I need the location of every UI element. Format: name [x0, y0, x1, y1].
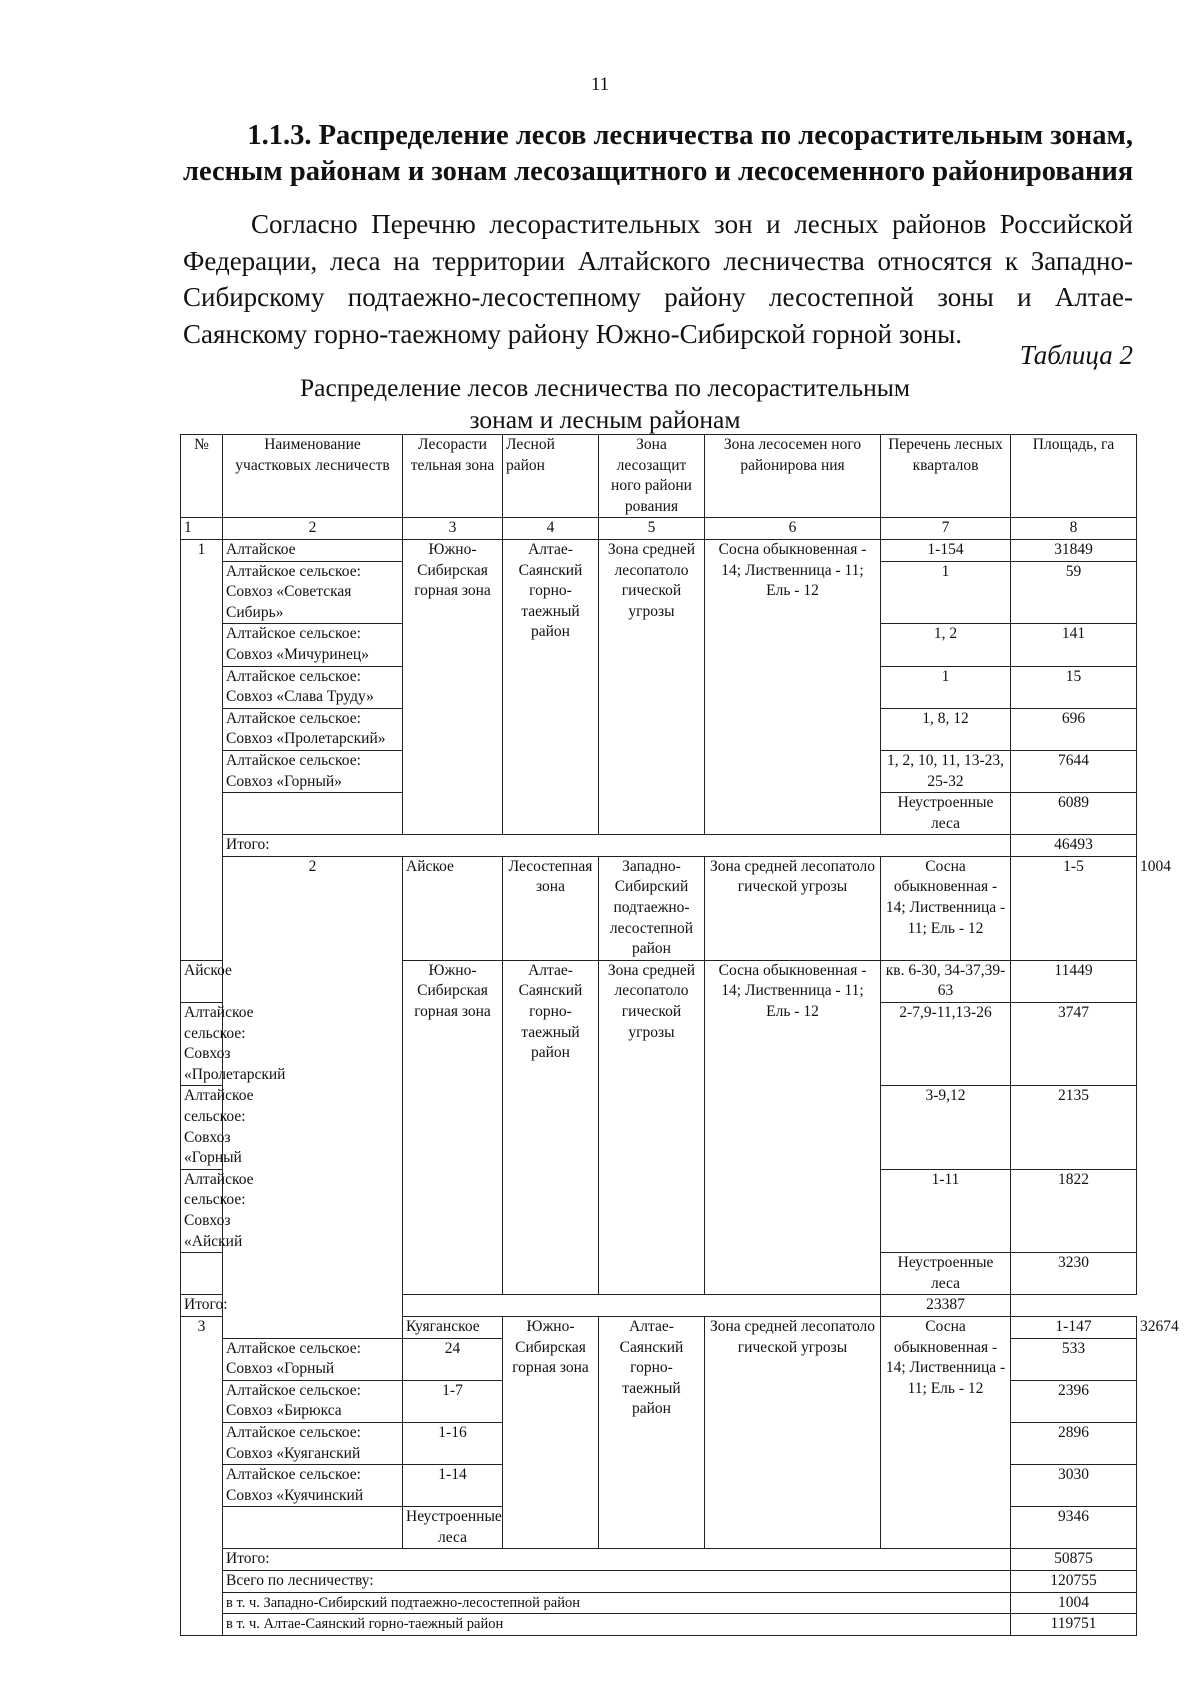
protection-zone: Зона средней лесопатоло гической угрозы [599, 960, 705, 1295]
column-number: 5 [599, 518, 705, 540]
forest-district: Западно-Сибирский подтаежно-лесостепной район [599, 856, 705, 960]
quarters: 1, 2, 10, 11, 13-23, 25-32 [881, 750, 1011, 792]
area: 9346 [1011, 1507, 1137, 1549]
protection-zone: Зона средней лесопатоло гической угрозы [705, 856, 881, 960]
page-number: 11 [590, 74, 610, 95]
subtotal-area: 46493 [1011, 835, 1137, 857]
table-label: Таблица 2 [1019, 340, 1133, 370]
protection-zone: Зона средней лесопатоло гической угрозы [705, 1316, 881, 1549]
area: 2896 [1011, 1422, 1137, 1464]
forest-distribution-table [180, 434, 1179, 1636]
seed-zone: Сосна обыкновенная - 14; Лиственница - 11; Ель - 12 [881, 856, 1011, 960]
header-cell: Зона лесозащит ного райони рования [599, 435, 705, 518]
subtotal-label: Итого: [223, 835, 1011, 857]
subtotal-area: 50875 [1011, 1549, 1137, 1571]
subtotal-label: Итого: [223, 1549, 1011, 1571]
quarters: 1-7 [403, 1380, 503, 1422]
forestry-name: Алтайское сельское: Совхоз «Горный» [223, 750, 403, 792]
quarters: 3-9,12 [881, 1086, 1011, 1169]
grand-total-area: 120755 [1011, 1571, 1137, 1593]
subtotal-row [181, 835, 1137, 857]
table-row [181, 539, 1137, 561]
intro-line: Саянскому горно-таежному району Южно-Сибирской горной зоны. [183, 318, 963, 349]
table-caption [250, 372, 960, 436]
forestry-name: Алтайское сельское: Совхоз «Куячинский [223, 1465, 403, 1507]
header-cell: Зона лесосемен ного районирова ния [705, 435, 881, 518]
intro-paragraph [183, 206, 1133, 352]
forestry-name: Алтайское сельское: Совхоз «Бирюкса [223, 1380, 403, 1422]
forest-zone: Лесостепная зона [503, 856, 599, 960]
column-number: 4 [503, 518, 599, 540]
area: 59 [1011, 561, 1137, 624]
forestry-name: Алтайское сельское: Совхоз «Пролетарский» [223, 708, 403, 750]
area: 3030 [1011, 1465, 1137, 1507]
area: 533 [1011, 1338, 1137, 1380]
area: 15 [1011, 666, 1137, 708]
grand-total-row [181, 1571, 1137, 1593]
seed-zone: Сосна обыкновенная - 14; Лиственница - 11; Ель - 12 [705, 539, 881, 834]
area: 3747 [1011, 1003, 1137, 1086]
column-number: 7 [881, 518, 1011, 540]
forestry-name: Алтайское сельское: Совхоз «Пролетарский [181, 1003, 223, 1086]
subtotal-label: Итого: [181, 1295, 881, 1317]
quarters: 1-154 [881, 539, 1011, 561]
group-number: 2 [223, 856, 403, 1338]
quarters: Неустроенные леса [881, 793, 1011, 835]
forestry-name: Алтайское [223, 539, 403, 561]
caption-line: Распределение лесов лесничества по лесорастительным [299, 373, 911, 402]
intro-line: Федерации, леса на территории Алтайского лесничества относятся к Западно- [183, 245, 1133, 276]
including-wsib-area: 1004 [1011, 1592, 1137, 1614]
quarters: 1-147 [1011, 1316, 1137, 1338]
including-row [181, 1592, 1137, 1614]
seed-zone: Сосна обыкновенная - 14; Лиственница - 11; Ель - 12 [705, 960, 881, 1295]
quarters: 1, 8, 12 [881, 708, 1011, 750]
quarters: 1-16 [403, 1422, 503, 1464]
table-header-row [181, 435, 1137, 518]
header-cell: Перечень лесных кварталов [881, 435, 1011, 518]
subtotal-row [181, 1295, 1137, 1317]
area: 2396 [1011, 1380, 1137, 1422]
seed-zone: Сосна обыкновенная - 14; Лиственница - 11; Ель - 12 [881, 1316, 1011, 1549]
column-number-row [181, 518, 1137, 540]
header-cell: № [181, 435, 223, 518]
empty-cell [181, 1253, 223, 1295]
including-altai-label: в т. ч. Алтае-Саянский горно-таежный район [223, 1614, 1011, 1636]
column-number: 2 [223, 518, 403, 540]
empty-cell [223, 793, 403, 835]
forest-zone: Южно-Сибирская горная зона [503, 1316, 599, 1549]
protection-zone: Зона средней лесопатоло гической угрозы [599, 539, 705, 834]
forestry-name: Алтайское сельское: Совхоз «Слава Труду» [223, 666, 403, 708]
forestry-name: Айское [403, 856, 503, 960]
intro-line: Согласно Перечню лесорастительных зон и лесных районов Российской [251, 209, 1133, 239]
quarters: 1-5 [1011, 856, 1137, 960]
forest-zone: Южно-Сибирская горная зона [403, 539, 503, 834]
column-number: 8 [1011, 518, 1137, 540]
forestry-name: Алтайское сельское: Совхоз «Горный [181, 1086, 223, 1169]
column-number: 6 [705, 518, 881, 540]
including-altai-area: 119751 [1011, 1614, 1137, 1636]
area: 7644 [1011, 750, 1137, 792]
area: 141 [1011, 624, 1137, 666]
table-row: 3 Куяганское Южно-Сибирская горная зона Алтае-Саянский горно-таежный район Зона средней лесопатоло гической угрозы Сосна обыкновенная - 14; Лиственница - 11; Ель - 12 1-147 32674 [181, 1316, 1137, 1338]
quarters: 1 [881, 561, 1011, 624]
forestry-name: Алтайское сельское: Совхоз «Горный [223, 1338, 403, 1380]
forestry-name: Алтайское сельское: Совхоз «Советская Сибирь» [223, 561, 403, 624]
area: 31849 [1011, 539, 1137, 561]
subtotal-area: 23387 [881, 1295, 1011, 1317]
quarters: 1, 2 [881, 624, 1011, 666]
forest-district: Алтае-Саянский горно-таежный район [599, 1316, 705, 1549]
forestry-name: Алтайское сельское: Совхоз «Мичуринец» [223, 624, 403, 666]
area: 3230 [1011, 1253, 1137, 1295]
area: 11449 [1011, 960, 1137, 1002]
quarters: 1 [881, 666, 1011, 708]
forestry-name: Алтайское сельское: Совхоз «Айский [181, 1169, 223, 1252]
forest-district: Алтае-Саянский горно-таежный район [503, 960, 599, 1295]
area: 1822 [1011, 1169, 1137, 1252]
column-number: 1 [181, 518, 223, 540]
quarters: 24 [403, 1338, 503, 1380]
quarters: Неустроенные леса [881, 1253, 1011, 1295]
header-cell: Лесной район [503, 435, 599, 518]
forest-zone: Южно-Сибирская горная зона [403, 960, 503, 1295]
forestry-name: Айское [181, 960, 223, 1002]
area: 6089 [1011, 793, 1137, 835]
quarters: 1-11 [881, 1169, 1011, 1252]
quarters: кв. 6-30, 34-37,39-63 [881, 960, 1011, 1002]
caption-line: зонам и лесным районам [469, 405, 741, 434]
section-heading [183, 118, 1133, 190]
empty-cell [223, 1507, 403, 1549]
heading-line: лесным районам и зонам лесозащитного и лесосеменного районирования [183, 156, 1134, 187]
header-cell: Лесорасти тельная зона [403, 435, 503, 518]
quarters: 2-7,9-11,13-26 [881, 1003, 1011, 1086]
header-cell: Площадь, га [1011, 435, 1137, 518]
quarters: Неустроенные леса [403, 1507, 503, 1549]
subtotal-row [181, 1549, 1137, 1571]
area: 696 [1011, 708, 1137, 750]
forestry-name: Алтайское сельское: Совхоз «Куяганский [223, 1422, 403, 1464]
forest-district: Алтае-Саянский горно-таежный район [503, 539, 599, 834]
area: 2135 [1011, 1086, 1137, 1169]
header-cell: Наименование участковых лесничеств [223, 435, 403, 518]
quarters: 1-14 [403, 1465, 503, 1507]
intro-line: Сибирскому подтаежно-лесостепному району лесостепной зоны и Алтае- [183, 282, 1133, 312]
forestry-name: Куяганское [403, 1316, 503, 1338]
including-row [181, 1614, 1137, 1636]
group-number: 1 [181, 539, 223, 960]
table-row: 2 Айское Лесостепная зона Западно-Сибирский подтаежно-лесостепной район Зона средней лесопатоло гической угрозы Сосна обыкновенная - 14; Лиственница - 11; Ель - 12 1-5 1004 [181, 856, 1137, 960]
including-wsib-label: в т. ч. Западно-Сибирский подтаежно-лесостепной район [223, 1592, 1011, 1614]
column-number: 3 [403, 518, 503, 540]
heading-line: 1.1.3. Распределение лесов лесничества по лесорастительным зонам, [247, 120, 1133, 151]
group-number: 3 [181, 1316, 223, 1635]
grand-total-label: Всего по лесничеству: [223, 1571, 1011, 1593]
